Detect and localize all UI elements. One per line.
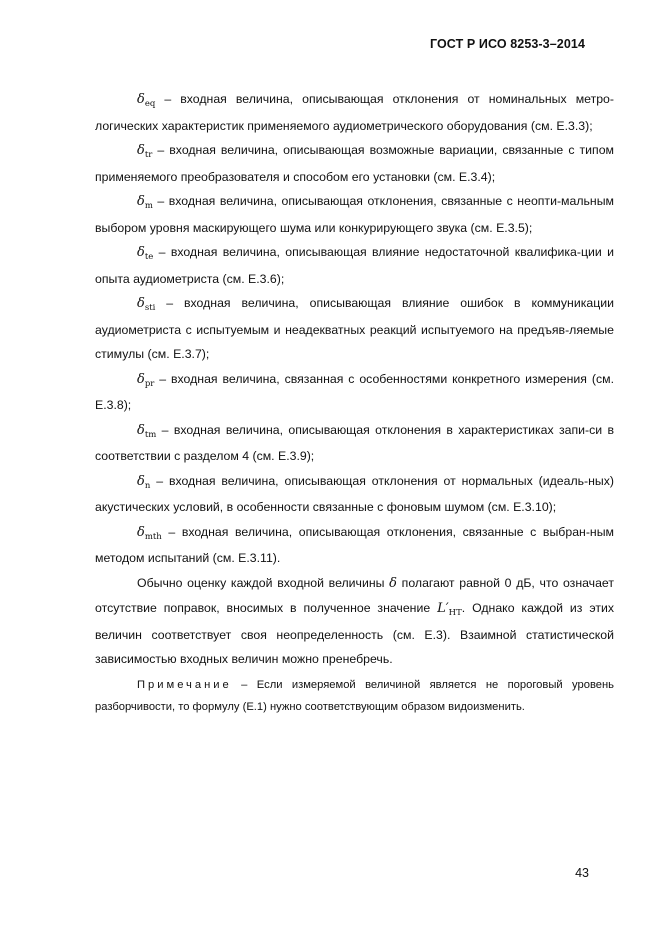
delta-subscript: te [144,252,154,262]
delta-symbol-main: δ [137,473,145,489]
delta-subscript: sti [144,303,156,313]
definition-text: – входная величина, описывающая влияние недостаточной квалифика-ции и опыта аудиометриста (см. Е.3.6); [95,245,614,286]
delta-symbol-main: δ [137,194,145,209]
delta-subscript: mth [144,531,162,542]
delta-subscript: pr [144,378,155,389]
delta-subscript: eq [144,99,156,109]
note-paragraph [95,674,614,718]
definition-item [95,87,614,138]
definition-item [95,520,614,571]
note-text: – Если измеряемой величиной является не пороговый уровень разборчивости, то формулу (Е.1) нужно соответствующим образом видоизменить. [95,678,614,713]
delta-symbol: δ [389,575,397,591]
definition-text: – входная величина, связанная с особенностями конкретного измерения (см. Е.3.8); [95,371,614,412]
delta-symbol-main: δ [137,143,145,158]
definition-text: – входная величина, описывающая отклонения, связанные с выбран-ным методом испытаний (см. Е.3.11). [95,524,614,565]
delta-symbol [137,245,153,260]
delta-subscript: n [144,480,151,491]
standard-header: ГОСТ Р ИСО 8253-3–2014 [429,37,585,51]
definition-item [95,189,614,240]
summary-text-3: . Однако каждой из этих величин соответствует своя неопределенность (см. Е.3). Взаимной статистической зависимостью входных величин можно пренебречь. [95,601,614,666]
level-symbol-main: L′ [437,601,449,616]
document-body [95,87,614,718]
delta-symbol-main: δ [137,524,145,540]
page-number: 43 [575,866,589,880]
delta-symbol-main: δ [137,92,145,107]
definition-item [95,291,614,367]
variable-definitions [95,87,614,571]
definition-item [95,367,614,418]
summary-text-2: полагают равной 0 дБ, что означает отсутствие поправок, вносимых в полученное значение [95,575,614,615]
definition-item [95,418,614,469]
delta-symbol [137,143,152,158]
definition-item [95,240,614,291]
note-label: Примечание [137,678,232,691]
definition-text: – входная величина, описывающая возможные вариации, связанные с типом применяемого преобразователя и способом его установки (см. Е.3.4); [95,143,614,184]
definition-item [95,138,614,189]
delta-subscript: tm [144,429,157,440]
summary-text-1: Обычно оценку каждой входной величины [137,575,390,590]
definition-item [95,469,614,520]
delta-symbol [137,474,150,489]
summary-paragraph [95,571,614,672]
delta-symbol [137,525,162,540]
delta-symbol [137,296,155,311]
definition-text: – входная величина, описывающая отклонения от нормальных (идеаль-ных) акустических условий, в особенности связанные с фоновым шумом (см. Е.3.10); [95,473,614,514]
delta-symbol [137,92,155,107]
delta-symbol [137,423,156,438]
level-symbol [437,601,462,616]
delta-subscript: tr [144,150,153,160]
delta-symbol-main: δ [137,245,145,260]
definition-text: – входная величина, описывающая влияние ошибок в коммуникации аудиометриста с испытуемым и неадекватных реакций испытуемого на предъяв-ляемые стимулы (см. Е.3.7); [95,296,614,361]
delta-subscript: m [144,201,153,211]
delta-symbol [137,194,153,209]
delta-symbol [137,372,154,387]
definition-text: – входная величина, описывающая отклонения, связанные с неопти-мальным выбором уровня маскирующего шума или конкурирующего звука (см. Е.3.5); [95,194,614,235]
delta-symbol-main: δ [137,371,145,387]
definition-text: – входная величина, описывающая отклонения в характеристиках запи-си в соответствии с разделом 4 (см. Е.3.9); [95,422,614,463]
definition-text: – входная величина, описывающая отклонения от номинальных метро-логических характеристик применяемого аудиометрического оборудования (см. Е.3.3); [95,92,614,133]
delta-symbol-main: δ [137,422,145,438]
delta-symbol-main: δ [137,296,145,311]
level-symbol-sub: HT [448,608,462,618]
